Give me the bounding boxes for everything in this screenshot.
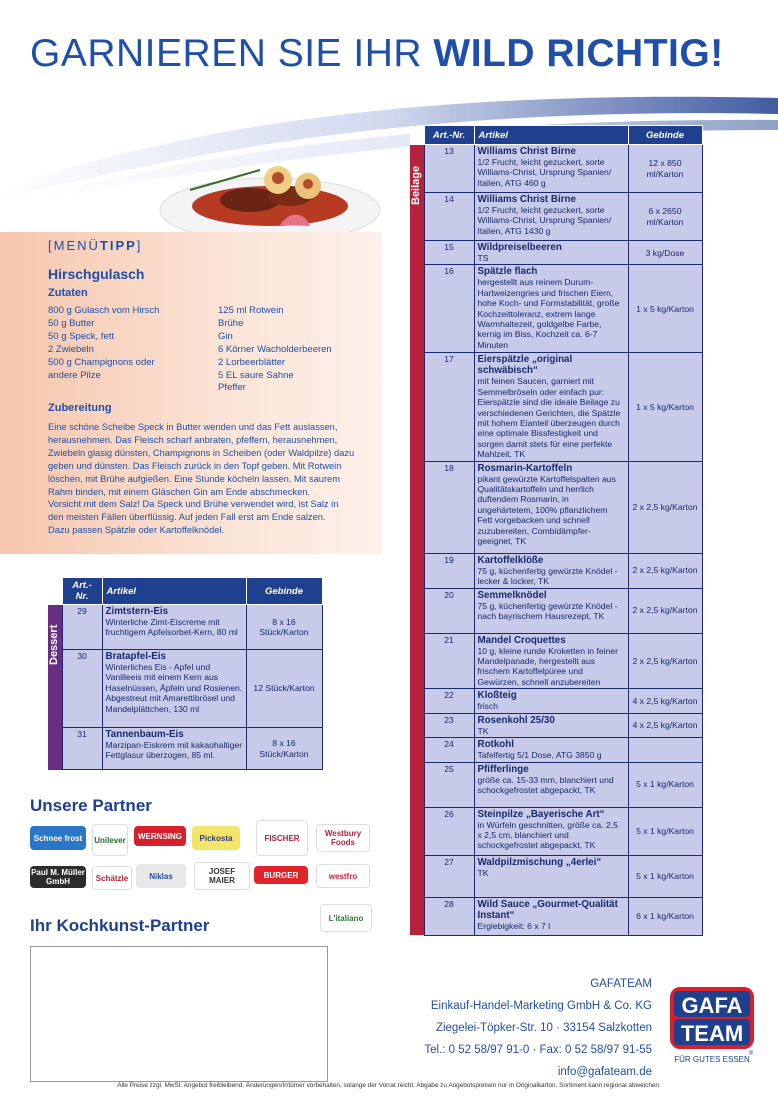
line: Eine schöne Scheibe Speck in Butter wenden und das Fett auslassen,: [48, 422, 338, 432]
gebinde-cell: 1 x 5 kg/Karton: [628, 265, 702, 353]
product-description: TK: [477, 867, 489, 878]
zubereitung-text: [48, 421, 380, 537]
article-cell: [474, 762, 628, 807]
article-cell: [474, 807, 628, 855]
beilage-category-bar: [410, 145, 424, 936]
partner-logo: L'italiano: [320, 904, 372, 932]
article-cell: [474, 588, 628, 633]
partner-logo: JOSEF MAIER: [194, 862, 250, 890]
product-description: 10 g, kleine runde Kroketten in feiner Mandelpanade, hergestellt aus frischem Kartoffelpüree und Gewürzen, schnell anzubereiten: [477, 645, 618, 687]
article-cell: [474, 713, 628, 737]
product-name: Williams Christ Birne: [477, 194, 576, 205]
line: 500 g Champignons oder: [48, 356, 155, 368]
article-cell: [474, 193, 628, 241]
product-name: Tannenbaum-Eis: [105, 729, 184, 740]
partner-logo: WERNSING: [134, 826, 186, 846]
product-description: größe ca. 15-33 mm, blanchiert und schockgefrostet abgepackt, TK: [477, 774, 614, 795]
gafa-team-logo: [668, 985, 756, 1069]
zutaten-heading: Zutaten: [48, 287, 88, 299]
product-description: Tafelfertig 5/1 Dose, ATG 3850 g: [477, 750, 602, 761]
partner-logo: Unilever: [92, 824, 128, 856]
product-name: Eierspätzle „original schwäbisch“: [477, 354, 573, 377]
address-line-2: Ziegelei-Töpker-Str. 10 · 33154 Salzkotten: [435, 1022, 652, 1034]
line: Zwiebeln glasig dünsten, Champignons in Scheiben (oder Waldpilze) dazu: [48, 447, 355, 458]
gebinde-cell: 5 x 1 kg/Karton: [628, 807, 702, 855]
product-name: Pfifferlinge: [477, 763, 529, 775]
line: den meisten Fällen überflüssig. Auf jeden Fall erst am Ende salzen.: [48, 512, 326, 523]
gebinde-cell: 5 x 1 kg/Karton: [628, 855, 702, 897]
table-row: [410, 265, 702, 353]
table-row: [410, 897, 702, 935]
gebinde-cell: 1 x 5 kg/Karton: [628, 353, 702, 461]
partner-logo: Paul M. Müller GmbH: [31, 868, 85, 886]
table-row: [410, 353, 702, 461]
line: geben und dünsten. Das Fleisch zurück in den Topf geben. Mit Rotwein: [48, 460, 342, 471]
article-number: 27: [424, 855, 474, 897]
line: 125 ml Rotwein: [218, 305, 284, 316]
line: 5 EL saure Sahne: [218, 369, 294, 381]
beilage-category-label: Beilage: [410, 165, 422, 205]
col-artikel: Artikel: [474, 126, 628, 145]
product-name: Kloßteig: [477, 690, 517, 702]
line: Vorsicht mit dem Salz! Da Speck und Brühe verwendet wird, ist Salz in: [48, 499, 339, 510]
gebinde-cell: 5 x 1 kg/Karton: [628, 762, 702, 807]
gafa-logo-tagline: FÜR GUTES ESSEN: [674, 1055, 750, 1064]
table-row: [48, 650, 322, 728]
article-number: 19: [424, 553, 474, 588]
table-row: [410, 855, 702, 897]
kochkunst-heading: Ihr Kochkunst-Partner: [30, 916, 210, 935]
partner-logo: BURGER: [254, 866, 308, 884]
col-artikel: Artikel: [102, 578, 246, 605]
article-cell: [102, 650, 246, 728]
line: 6 Körner Wacholderbeeren: [218, 343, 332, 355]
product-description: Winterliche Zimt-Eiscreme mit fruchtigem Apfelsorbet-Kern, 80 ml: [105, 617, 238, 638]
line: Rahm binden, mit einem Gläschen Gin am Ende abschmecken.: [48, 486, 310, 497]
gebinde-cell: 4 x 2,5 kg/Karton: [628, 689, 702, 713]
table-row: [410, 807, 702, 855]
menu-prefix: [MENÜ: [48, 238, 100, 253]
article-number: 18: [424, 461, 474, 553]
table-row: [410, 461, 702, 553]
article-number: 15: [424, 241, 474, 265]
table-row: [410, 241, 702, 265]
article-number: 20: [424, 588, 474, 633]
product-name: Spätzle flach: [477, 266, 538, 278]
line: andere Pilze: [48, 369, 101, 381]
menu-suffix: ]: [136, 238, 143, 253]
product-description: Marzipan-Eiskrem mit kakaohaltiger Fettglasur überzogen, 85 ml.: [105, 740, 243, 761]
gebinde-cell: 2 x 2,5 kg/Karton: [628, 461, 702, 553]
gebinde-cell: 3 kg/Dose: [628, 241, 702, 265]
product-description: hergestellt aus reinem Durum-Hartweizengries und frischen Eiern, hohe Koch- und Formstabilität, große Kochzeittoleranz, extrem lange Warmhaltezeit, goldgelbe Farbe, kernig im Biss, Kochzeit ca. 6-7 Minuten: [477, 277, 620, 350]
gebinde-cell: 8 x 16 Stück/Karton: [246, 605, 322, 650]
beilage-side-header: [410, 126, 424, 145]
product-description: 1/2 Frucht, leicht gezuckert, sorte Williams-Christ, Ursprung Spanien/ Italien, ATG 460 g: [477, 157, 612, 188]
product-name: Rosenkohl 25/30: [477, 714, 555, 726]
line: 800 g Gulasch vom Hirsch: [48, 305, 160, 316]
gebinde-cell: 2 x 2,5 kg/Karton: [628, 588, 702, 633]
kochkunst-box: [30, 946, 328, 1082]
product-name: Wildpreiselbeeren: [477, 242, 562, 253]
product-name: Wild Sauce „Gourmet-Qualität Instant“: [477, 898, 618, 921]
page-title: [30, 32, 724, 76]
partner-logo: Niklas: [136, 864, 186, 888]
article-number: 25: [424, 762, 474, 807]
article-cell: [474, 353, 628, 461]
product-name: Semmelknödel: [477, 589, 547, 601]
line: Brühe: [218, 317, 244, 329]
table-row: [410, 193, 702, 241]
product-name: Steinpilze „Bayerische Art“: [477, 808, 605, 820]
product-description: in Würfeln geschnitten, größe ca. 2,5 x 2,5 cm, blanchiert und schockgefrostet abgepackt, TK: [477, 819, 618, 851]
article-number: 29: [62, 605, 102, 650]
article-cell: [474, 265, 628, 353]
article-cell: [102, 605, 246, 650]
gebinde-cell: [628, 738, 702, 762]
table-row: [48, 728, 322, 770]
line: 50 g Butter: [48, 317, 95, 329]
company-name: GAFATEAM: [590, 978, 652, 990]
article-cell: [474, 145, 628, 193]
product-description: pikant gewürzte Kartoffelspalten aus Qualitätskartoffeln und herrlich duftendem Rosmarin, in ungehärtetem, 100% pflanzlichem Fett vorgebacken und schnell zuzubereiten, Combidämpfer-geeignet, TK: [477, 473, 616, 547]
zubereitung-heading: Zubereitung: [48, 402, 112, 414]
col-gebinde: Gebinde: [628, 126, 702, 145]
article-number: 26: [424, 807, 474, 855]
footer-disclaimer: Alle Preise zzgl. MwSt. Angebot freibleibend, Änderungen/Irrtümer vorbehalten, solange der Vorrat reicht. Abgabe zu Angebotspreisen nur in Originalkarton. Sortiment kann regional abweichen.: [117, 1082, 661, 1089]
product-name: Mandel Croquettes: [477, 634, 566, 646]
dessert-category-bar: [48, 605, 62, 770]
dessert-table-wrap: [48, 577, 322, 770]
gebinde-cell: 6 x 1 kg/Karton: [628, 897, 702, 935]
article-number: 21: [424, 633, 474, 689]
line: Pfeffer: [218, 382, 246, 394]
partners-heading: Unsere Partner: [30, 796, 152, 815]
article-number: 30: [62, 650, 102, 728]
product-description: Ergiebigkeit: 6 x 7 l: [477, 920, 551, 931]
address-block: [400, 973, 652, 1083]
product-description: 75 g, küchenfertig gewürzte Knödel - nach bayrischem Hausrezept, TK: [477, 600, 618, 622]
product-description: mit feinen Saucen, garniert mit Semmelbröseln oder einfach pur: Eierspätzle sind die ideale Beilage zu verschiedenen Gerichten, die Spätzle mit hohem Eianteil überzeugen durch eine optimale Bissfestigkeit und sorgen damit stets für eine perfekte Mahlzeit, TK: [477, 376, 621, 460]
product-description: Winterliches Eis - Apfel und Vanilleeis mit einem Kern aus Haselnüssen, Äpfeln und Rosienen. Abgestreut mit Amarettibrösel und Mandelplättchen, 130 ml: [105, 662, 243, 714]
gebinde-cell: 4 x 2,5 kg/Karton: [628, 713, 702, 737]
article-number: 17: [424, 353, 474, 461]
article-number: 16: [424, 265, 474, 353]
product-name: Bratapfel-Eis: [105, 651, 166, 662]
partner-logo: FISCHER: [256, 820, 308, 856]
dessert-table: [48, 577, 323, 770]
partner-logo: Westbury Foods: [316, 824, 370, 852]
product-description: 1/2 Frucht, leicht gezuckert, sorte Williams-Christ, Ursprung Spanien/ Italien, ATG 1430 g: [477, 205, 612, 236]
table-row: [410, 762, 702, 807]
address-line-3: Tel.: 0 52 58/97 91-0 · Fax: 0 52 58/97 91-55: [424, 1044, 652, 1056]
product-name: Rotkohl: [477, 739, 514, 751]
table-row: [48, 605, 322, 650]
article-number: 28: [424, 897, 474, 935]
table-row: [410, 738, 702, 762]
product-name: Williams Christ Birne: [477, 146, 576, 157]
gebinde-cell: 6 x 2650 ml/Karton: [628, 193, 702, 241]
article-cell: [474, 855, 628, 897]
partner-logo: westfro: [316, 864, 370, 888]
partner-logo: Pickosta: [192, 826, 240, 850]
article-cell: [474, 461, 628, 553]
gebinde-cell: 2 x 2,5 kg/Karton: [628, 553, 702, 588]
address-line-1: Einkauf-Handel-Marketing GmbH & Co. KG: [430, 1000, 652, 1012]
ingredients-right: [218, 305, 378, 395]
table-row: [410, 713, 702, 737]
article-number: 23: [424, 713, 474, 737]
product-description: TK: [477, 725, 489, 736]
article-cell: [474, 553, 628, 588]
article-number: 24: [424, 738, 474, 762]
table-row: [410, 553, 702, 588]
article-number: 22: [424, 689, 474, 713]
line: Gin: [218, 330, 233, 342]
product-name: Zimtstern-Eis: [105, 606, 169, 617]
table-row: [410, 145, 702, 193]
line: 2 Lorbeerblätter: [218, 356, 286, 368]
ingredients-left: [48, 305, 218, 382]
gafa-registered-mark: ®: [748, 1051, 754, 1057]
partner-logo: Schnee frost: [30, 826, 86, 850]
product-name: Waldpilzmischung „4erlei“: [477, 856, 602, 868]
article-cell: [474, 689, 628, 713]
table-row: [410, 588, 702, 633]
product-name: Kartoffelklöße: [477, 554, 544, 566]
line: 50 g Speck, fett: [48, 330, 115, 342]
product-description: frisch: [477, 701, 499, 712]
col-nr: Art.-Nr.: [62, 578, 102, 605]
title-bold: WILD RICHTIG!: [433, 32, 724, 75]
gafa-logo-bottom: TEAM: [680, 1021, 744, 1046]
gebinde-cell: 12 x 850 ml/Karton: [628, 145, 702, 193]
col-gebinde: Gebinde: [246, 578, 322, 605]
gebinde-cell: 8 x 16 Stück/Karton: [246, 728, 322, 770]
title-light: GARNIEREN SIE IHR: [30, 32, 434, 75]
article-cell: [474, 897, 628, 935]
article-cell: [102, 728, 246, 770]
col-nr: Art.-Nr.: [424, 126, 474, 145]
table-row: [410, 633, 702, 689]
dessert-side-header: [48, 578, 62, 605]
gebinde-cell: 12 Stück/Karton: [246, 650, 322, 728]
product-description: TS: [477, 253, 489, 263]
partner-logo: Schätzle: [92, 866, 132, 890]
article-cell: [474, 241, 628, 265]
dessert-category-label: Dessert: [48, 624, 60, 665]
product-description: 75 g, küchenfertig gewürzte Knödel - lecker & locker, TK: [477, 565, 618, 587]
recipe-title: Hirschgulasch: [48, 266, 145, 282]
gebinde-cell: 2 x 2,5 kg/Karton: [628, 633, 702, 689]
line: Dazu passen Spätzle oder Kartoffelknödel.: [48, 525, 225, 536]
article-cell: [474, 633, 628, 689]
beilage-table: [410, 125, 703, 936]
article-number: 14: [424, 193, 474, 241]
table-row: [410, 689, 702, 713]
gafa-logo-top: GAFA: [681, 993, 743, 1018]
article-number: 13: [424, 145, 474, 193]
line: herausnehmen. Das Fleisch scharf anbraten, pfeffern, herausnehmen,: [48, 434, 338, 445]
menu-bold: TIPP: [99, 238, 137, 253]
email-link[interactable]: info@gafateam.de: [557, 1066, 652, 1078]
article-cell: [474, 738, 628, 762]
line: löschen, mit Brühe aufgießen. Eine Stunde köcheln lassen. Mit saurem: [48, 473, 340, 484]
product-name: Rosmarin-Kartoffeln: [477, 462, 573, 474]
menu-tipp-label: [48, 238, 142, 253]
article-number: 31: [62, 728, 102, 770]
beilage-table-wrap: [410, 125, 702, 936]
line: 2 Zwiebeln: [48, 343, 94, 355]
